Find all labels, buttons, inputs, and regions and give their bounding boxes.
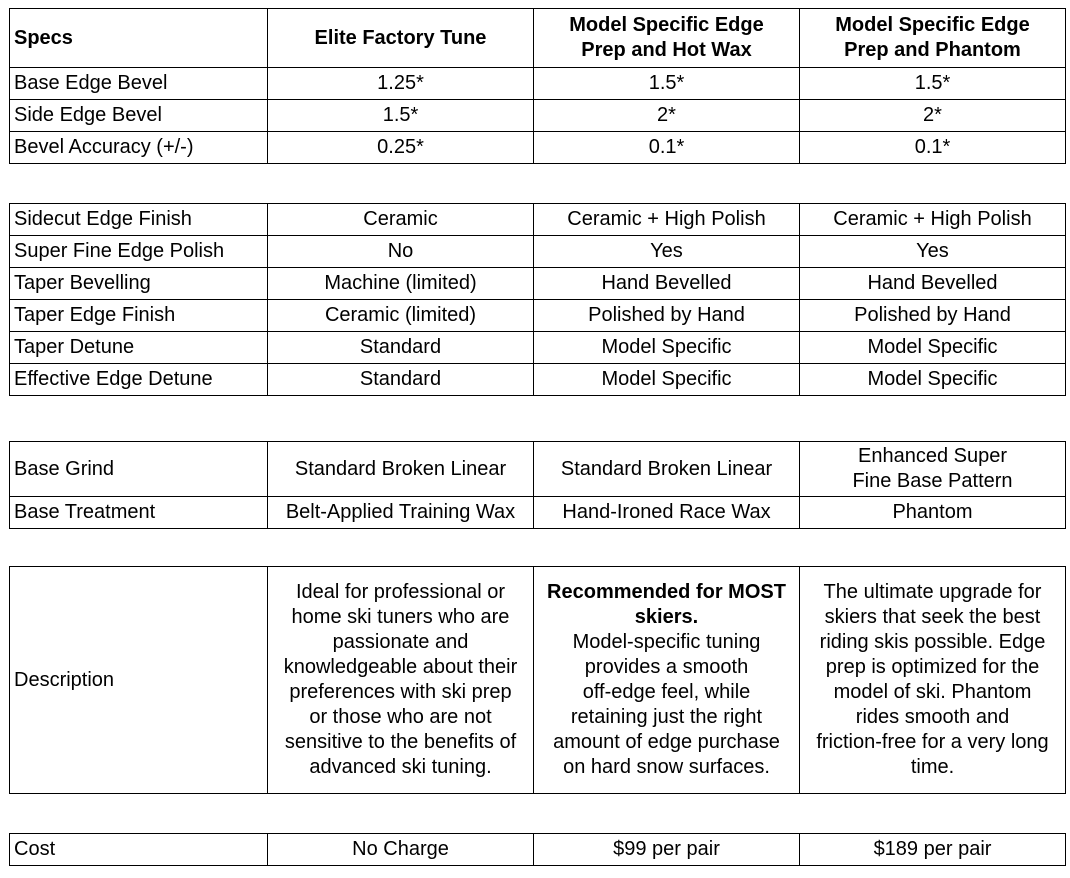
description-line: time.	[910, 756, 955, 778]
hot-wax-header	[534, 9, 800, 68]
base-edge-bevel-row	[10, 68, 1066, 100]
bevel-specs-table	[9, 8, 1066, 164]
description-line: skiers that seek the best	[824, 606, 1041, 628]
sidecut-edge-finish-row	[10, 204, 1066, 236]
hot-wax-value: Hand-Ironed Race Wax	[534, 497, 800, 529]
hot-wax-header-line1: Model Specific Edge	[569, 14, 764, 36]
row-label: Taper Edge Finish	[10, 300, 268, 332]
effective-edge-detune-row	[10, 364, 1066, 396]
description-line: on hard snow surfaces.	[563, 756, 770, 778]
cost-table	[9, 833, 1066, 866]
description-line: riding skis possible. Edge	[819, 631, 1046, 653]
hot-wax-value: Hand Bevelled	[534, 268, 800, 300]
description-line: provides a smooth	[584, 656, 749, 678]
phantom-value-line2: Fine Base Pattern	[852, 470, 1013, 492]
description-line: advanced ski tuning.	[309, 756, 492, 778]
row-label: Base Edge Bevel	[10, 68, 268, 100]
description-line: knowledgeable about their	[283, 656, 518, 678]
cost-row	[10, 834, 1066, 866]
phantom-header-line1: Model Specific Edge	[835, 14, 1030, 36]
hot-wax-value: 0.1*	[534, 132, 800, 164]
elite-value: Standard	[268, 364, 534, 396]
elite-value: No	[268, 236, 534, 268]
row-label: Effective Edge Detune	[10, 364, 268, 396]
elite-value: Belt-Applied Training Wax	[268, 497, 534, 529]
taper-bevelling-row	[10, 268, 1066, 300]
description-line: off-edge feel, while	[582, 681, 751, 703]
description-line: model of ski. Phantom	[833, 681, 1032, 703]
description-line: sensitive to the benefits of	[284, 731, 517, 753]
phantom-header	[800, 9, 1066, 68]
row-label: Sidecut Edge Finish	[10, 204, 268, 236]
description-row	[10, 567, 1066, 794]
description-table	[9, 566, 1066, 794]
row-label: Base Grind	[10, 442, 268, 497]
edge-finish-table	[9, 203, 1066, 396]
phantom-value: 1.5*	[800, 68, 1066, 100]
elite-value: 0.25*	[268, 132, 534, 164]
description-line: amount of edge purchase	[553, 731, 780, 753]
phantom-value: 0.1*	[800, 132, 1066, 164]
phantom-value: 2*	[800, 100, 1066, 132]
phantom-description	[800, 567, 1066, 794]
description-line: preferences with ski prep	[289, 681, 512, 703]
base-grind-row	[10, 442, 1066, 497]
description-line: passionate and	[332, 631, 469, 653]
hot-wax-value: Ceramic + High Polish	[534, 204, 800, 236]
description-line: home ski tuners who are	[291, 606, 510, 628]
elite-value: 1.5*	[268, 100, 534, 132]
recommendation-line: Recommended for MOST	[547, 581, 786, 603]
hot-wax-value: Model Specific	[534, 332, 800, 364]
bevel-accuracy-row	[10, 132, 1066, 164]
phantom-value: Hand Bevelled	[800, 268, 1066, 300]
base-table	[9, 441, 1066, 529]
row-label: Taper Bevelling	[10, 268, 268, 300]
elite-value: 1.25*	[268, 68, 534, 100]
elite-factory-tune-header: Elite Factory Tune	[268, 9, 534, 68]
row-label: Taper Detune	[10, 332, 268, 364]
elite-cost: No Charge	[268, 834, 534, 866]
hot-wax-value: Standard Broken Linear	[534, 442, 800, 497]
specs-header: Specs	[10, 9, 268, 68]
phantom-value: Phantom	[800, 497, 1066, 529]
description-line: The ultimate upgrade for	[823, 581, 1042, 603]
hot-wax-description	[534, 567, 800, 794]
description-line: rides smooth and	[855, 706, 1010, 728]
elite-value: Standard	[268, 332, 534, 364]
elite-value: Ceramic	[268, 204, 534, 236]
row-label: Description	[10, 567, 268, 794]
hot-wax-value: Model Specific	[534, 364, 800, 396]
hot-wax-value: Polished by Hand	[534, 300, 800, 332]
description-line: Ideal for professional or	[295, 581, 505, 603]
phantom-value: Model Specific	[800, 364, 1066, 396]
elite-value: Ceramic (limited)	[268, 300, 534, 332]
phantom-value: Ceramic + High Polish	[800, 204, 1066, 236]
phantom-value-line1: Enhanced Super	[857, 445, 1007, 467]
row-label: Super Fine Edge Polish	[10, 236, 268, 268]
elite-value: Machine (limited)	[268, 268, 534, 300]
elite-description	[268, 567, 534, 794]
side-edge-bevel-row	[10, 100, 1066, 132]
taper-edge-finish-row	[10, 300, 1066, 332]
hot-wax-cost: $99 per pair	[534, 834, 800, 866]
description-line: friction-free for a very long	[816, 731, 1049, 753]
hot-wax-header-line2: Prep and Hot Wax	[581, 39, 752, 61]
phantom-value: Model Specific	[800, 332, 1066, 364]
elite-value: Standard Broken Linear	[268, 442, 534, 497]
phantom-value	[800, 442, 1066, 497]
hot-wax-value: 1.5*	[534, 68, 800, 100]
phantom-value: Yes	[800, 236, 1066, 268]
hot-wax-value: Yes	[534, 236, 800, 268]
phantom-header-line2: Prep and Phantom	[844, 39, 1021, 61]
phantom-value: Polished by Hand	[800, 300, 1066, 332]
taper-detune-row	[10, 332, 1066, 364]
header-row	[10, 9, 1066, 68]
row-label: Cost	[10, 834, 268, 866]
description-line: Model-specific tuning	[572, 631, 761, 653]
phantom-cost: $189 per pair	[800, 834, 1066, 866]
row-label: Base Treatment	[10, 497, 268, 529]
base-treatment-row	[10, 497, 1066, 529]
description-line: or those who are not	[309, 706, 492, 728]
row-label: Side Edge Bevel	[10, 100, 268, 132]
description-line: prep is optimized for the	[825, 656, 1040, 678]
row-label: Bevel Accuracy (+/-)	[10, 132, 268, 164]
hot-wax-value: 2*	[534, 100, 800, 132]
description-line: retaining just the right	[570, 706, 763, 728]
super-fine-edge-polish-row	[10, 236, 1066, 268]
recommendation-line: skiers.	[634, 606, 699, 628]
